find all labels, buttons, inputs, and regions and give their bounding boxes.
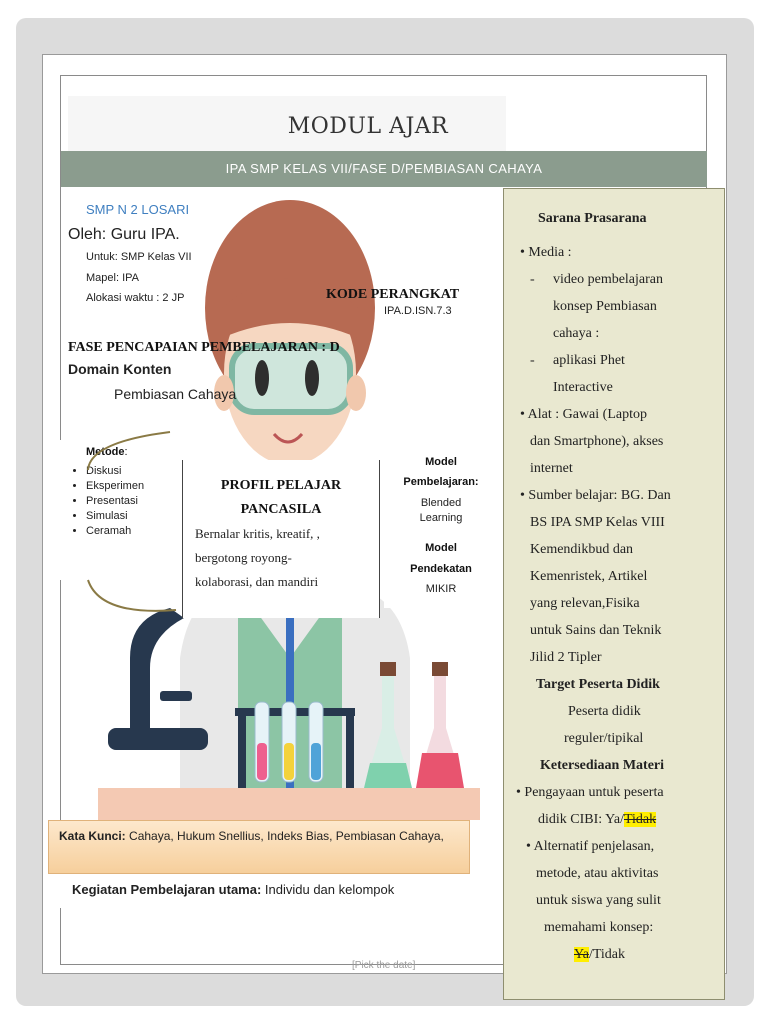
school-name: SMP N 2 LOSARI (86, 202, 190, 217)
model-pendekatan-value: MIKIR (425, 583, 457, 595)
liquid-pink (257, 743, 267, 780)
kata-kunci-box (48, 820, 470, 874)
alternatif-tidak: /Tidak (588, 947, 625, 962)
kegiatan-text (72, 882, 394, 897)
metode-label: Metode (86, 446, 125, 458)
sumber-line: • Sumber belajar: BG. Dan (520, 488, 671, 503)
microscope-stage (160, 691, 192, 701)
target-line: Peserta didik (568, 704, 641, 719)
alat-line: • Alat : Gawai (Laptop (520, 407, 647, 422)
sarana-heading: Sarana Prasarana (538, 211, 647, 226)
sidebar-panel (503, 188, 725, 1000)
target-line: reguler/tipikal (564, 731, 644, 746)
profil-body (195, 522, 371, 594)
flask-red-cork (432, 662, 448, 676)
author-line: Oleh: Guru IPA. (68, 226, 180, 243)
arc-top (88, 432, 170, 470)
kode-perangkat-value: IPA.D.ISN.7.3 (384, 305, 452, 317)
alat-line: dan Smartphone), akses (530, 434, 664, 449)
untuk-line: Untuk: SMP Kelas VII (86, 251, 192, 263)
sumber-line: Kemenristek, Artikel (530, 569, 648, 584)
target-heading: Target Peserta Didik (536, 677, 660, 692)
sumber-line: Jilid 2 Tipler (530, 650, 602, 665)
ketersediaan-heading: Ketersediaan Materi (540, 758, 665, 773)
right-eye (305, 360, 319, 396)
list-item: • Eksperimen (86, 479, 144, 494)
lab-bench (98, 788, 480, 820)
metode-colon: : (124, 446, 128, 458)
profil-heading (183, 474, 379, 522)
liquid-yellow (284, 743, 294, 780)
media-video-line: cahaya : (553, 326, 600, 341)
pengayaan-ya: didik CIBI: Ya/ (538, 812, 624, 827)
profil-heading-line1: PROFIL PELAJAR (220, 478, 342, 493)
kegiatan-label: Kegiatan Pembelajaran utama: (72, 882, 262, 897)
kegiatan-box (46, 874, 468, 908)
model-pendekatan-label1: Model (425, 542, 457, 554)
rack-leg-right (346, 708, 354, 788)
media-item: • Media : (520, 245, 572, 260)
sumber-line: yang relevan,Fisika (530, 596, 640, 611)
alternatif-ya-struck: Ya (574, 947, 589, 962)
kata-kunci-value: Cahaya, Hukum Snellius, Indeks Bias, Pembiasan Cahaya, (125, 829, 444, 843)
dash-marker: - (530, 353, 535, 368)
model-pembelajaran-value1: Blended (420, 497, 462, 509)
model-pendekatan-label2: Pendekatan (410, 563, 472, 575)
rack-leg-left (238, 708, 246, 788)
list-item: • Presentasi (86, 494, 144, 509)
alternatif-line: metode, atau aktivitas (536, 866, 659, 881)
model-pembelajaran-value2: Learning (419, 512, 463, 524)
media-video-line: konsep Pembiasan (553, 299, 657, 314)
model-pembelajaran-label2: Pembelajaran: (403, 476, 479, 488)
domain-value: Pembiasan Cahaya (114, 386, 237, 402)
kata-kunci-label: Kata Kunci: (59, 829, 126, 843)
subtitle-text: IPA SMP KELAS VII/FASE D/PEMBIASAN CAHAYA (225, 161, 543, 176)
profil-line: kolaborasi, dan mandiri (195, 574, 319, 589)
model-box (384, 446, 498, 608)
dash-marker: - (530, 272, 535, 287)
left-eye (255, 360, 269, 396)
microscope-arm (130, 608, 184, 728)
alat-line: internet (530, 461, 573, 476)
arc-bottom (88, 580, 176, 611)
kata-kunci-text (59, 827, 459, 846)
model-pembelajaran-label1: Model (425, 456, 457, 468)
sumber-line: Kemendikbud dan (530, 542, 634, 557)
media-phet-line: aplikasi Phet (553, 353, 625, 368)
flask-green-liquid (364, 763, 412, 788)
flask-green-cork (380, 662, 396, 676)
domain-label: Domain Konten (68, 361, 172, 377)
pick-date-placeholder[interactable]: [Pick the date] (352, 960, 416, 971)
profil-line: bergotong royong- (195, 550, 292, 565)
sumber-line: BS IPA SMP Kelas VIII (530, 515, 665, 530)
kegiatan-value: Individu dan kelompok (261, 882, 395, 897)
microscope-icon (108, 728, 208, 750)
media-video-line: video pembelajaran (553, 272, 664, 287)
metode-arc-decoration (80, 430, 190, 620)
list-item: • Ceramah (86, 524, 144, 539)
page-title: MODUL AJAR (287, 114, 449, 139)
liquid-blue (311, 743, 321, 780)
list-item: • Simulasi (86, 509, 144, 524)
list-item: • Diskusi (86, 464, 144, 479)
alternatif-line (574, 941, 625, 968)
mapel-line: Mapel: IPA (86, 272, 139, 284)
kode-perangkat-label: KODE PERANGKAT (326, 287, 460, 302)
alternatif-line: • Alternatif penjelasan, (526, 839, 655, 854)
profil-box (182, 460, 380, 618)
alternatif-line: untuk siswa yang sulit (536, 893, 661, 908)
profil-heading-line2: PANCASILA (240, 502, 322, 517)
flask-red-liquid (416, 753, 464, 788)
media-phet-line: Interactive (553, 380, 613, 395)
right-ear (346, 375, 366, 411)
fase-heading: FASE PENCAPAIAN PEMBELAJARAN : D (68, 340, 340, 355)
alternatif-line: memahami konsep: (544, 920, 654, 935)
subtitle-banner (61, 151, 707, 187)
pengayaan-line: • Pengayaan untuk peserta (516, 785, 664, 800)
sumber-line: untuk Sains dan Teknik (530, 623, 662, 638)
profil-line: Bernalar kritis, kreatif, , (195, 526, 320, 541)
pengayaan-line (538, 806, 656, 833)
alokasi-line: Alokasi waktu : 2 JP (86, 292, 185, 304)
pengayaan-tidak-struck: Tidak (623, 812, 657, 827)
